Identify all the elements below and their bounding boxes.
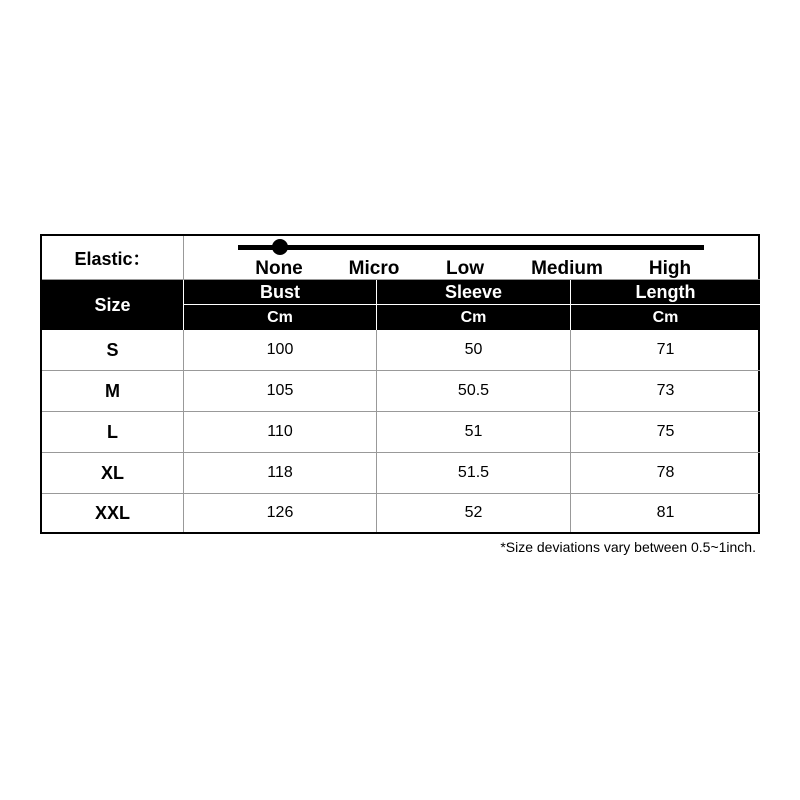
sleeve-value-s: 50 bbox=[377, 330, 571, 371]
size-label-l: L bbox=[42, 412, 184, 453]
elastic-indicator-dot bbox=[272, 239, 288, 255]
bust-column-header: Bust bbox=[184, 280, 377, 305]
length-value-xxl: 81 bbox=[656, 504, 675, 521]
bust-value-xl: 118 bbox=[184, 453, 377, 494]
bust-value-m: 105 bbox=[184, 371, 377, 412]
size-deviation-note: *Size deviations vary between 0.5~1inch. bbox=[500, 539, 756, 555]
size-label-xl: XL bbox=[42, 453, 184, 494]
length-value-s: 71 bbox=[571, 330, 760, 371]
size-label-m: M bbox=[42, 371, 184, 412]
sleeve-value-xl: 51.5 bbox=[377, 453, 571, 494]
elastic-level-low: Low bbox=[446, 258, 484, 279]
elastic-scale bbox=[184, 236, 760, 280]
size-label-xxl: XXL bbox=[42, 494, 184, 532]
sleeve-value-xxl: 52 bbox=[377, 494, 571, 532]
length-value-m: 73 bbox=[571, 371, 760, 412]
length-column-header: Length bbox=[571, 280, 760, 305]
elastic-scale-line bbox=[238, 245, 704, 250]
elastic-level-micro: Micro bbox=[348, 258, 400, 279]
elastic-level-none: None bbox=[255, 258, 303, 279]
elastic-level-medium: Medium bbox=[531, 258, 603, 279]
bust-unit-header: Cm bbox=[184, 305, 377, 330]
sleeve-value-l: 51 bbox=[377, 412, 571, 453]
length-value-xl: 78 bbox=[571, 453, 760, 494]
bust-value-s: 100 bbox=[184, 330, 377, 371]
length-value-l: 75 bbox=[571, 412, 760, 453]
elastic-level-high: High bbox=[648, 258, 692, 279]
sleeve-unit-header: Cm bbox=[377, 305, 571, 330]
bust-value-l: 110 bbox=[184, 412, 377, 453]
size-label-s: S bbox=[42, 330, 184, 371]
length-unit-header: Cm bbox=[571, 305, 760, 330]
sleeve-column-header: Sleeve bbox=[377, 280, 571, 305]
bust-value-xxl: 126 bbox=[184, 494, 377, 532]
sleeve-value-m: 50.5 bbox=[377, 371, 571, 412]
size-chart bbox=[40, 234, 760, 534]
elastic-label: Elastic： bbox=[42, 236, 184, 280]
size-column-header: Size bbox=[42, 280, 184, 330]
